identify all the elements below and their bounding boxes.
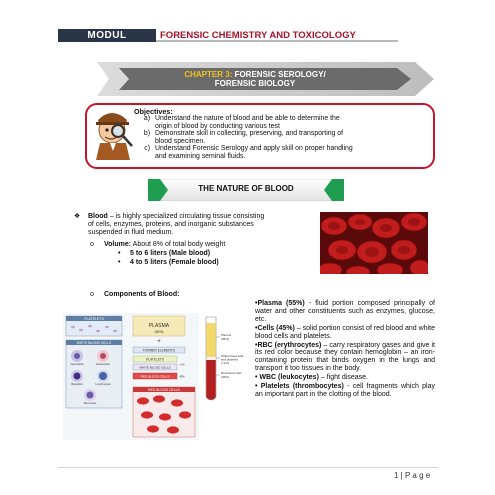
- plasma-box-label: PLASMA: [148, 323, 170, 329]
- blood-text: suspended in fluid medium.: [88, 229, 174, 236]
- neutrophils-label: Neutrophils: [70, 363, 84, 366]
- diamond-bullet-icon: ❖: [74, 213, 81, 220]
- circle-bullet-icon: o: [90, 241, 94, 248]
- red-blood-cells-photo: [320, 212, 428, 274]
- cells-item: [255, 325, 435, 341]
- chapter-title-line1: FORENSIC SEROLOGY/: [234, 70, 326, 79]
- platelets-panel-label: PLATELETS: [84, 317, 104, 322]
- tube-wbc-label-2: and platelets: [221, 357, 239, 362]
- tube-wbc-pct: (<1%): [221, 361, 230, 365]
- formed-elements-label: FORMED ELEMENTS: [143, 348, 175, 353]
- plus-sign: +: [157, 339, 161, 345]
- basophils-label: Basophils: [71, 383, 83, 386]
- cells-term: •Cells (45%): [255, 324, 295, 332]
- platelets-text: - cell fragments which play an important part in the clotting of the blood.: [255, 383, 435, 398]
- wbc-term: • WBC (leukocytes): [255, 374, 319, 382]
- rbc-row-label: RED BLOOD CELLS: [140, 374, 170, 379]
- objective-text: Understand the nature of blood and be able to determine the: [155, 115, 340, 122]
- chapter-title-line2: FORENSIC BIOLOGY: [214, 79, 296, 88]
- dot-bullet-icon: •: [118, 259, 121, 266]
- blood-text: of cells, enzymes, proteins, and inorganic substances: [88, 221, 254, 228]
- rbc-panel-label: RED BLOOD CELLS: [148, 388, 180, 393]
- tube-wbc-label: White blood cells: [221, 354, 244, 358]
- chapter-number: CHAPTER 3:: [184, 70, 233, 79]
- eosinophils-label: Eosinophils: [96, 363, 110, 366]
- objectives-heading: Objectives:: [134, 107, 173, 116]
- platelets-row-label: PLATELETS: [146, 357, 164, 362]
- plasma-text: - fluid portion composed principally of water and other constituents such as enzymes, glucose, etc.: [255, 300, 435, 323]
- plasma-term: •Plasma (55%): [255, 300, 305, 307]
- tube-plasma-label: Plasma: [221, 333, 232, 337]
- plasma-item: [255, 300, 435, 324]
- page-number-value: 1: [394, 471, 399, 480]
- plasma-box-pct: (55%): [154, 330, 164, 334]
- components-description: [255, 300, 435, 400]
- female-volume: [118, 259, 219, 266]
- blood-definition: [74, 213, 314, 237]
- page-label: | P a g e: [398, 471, 431, 480]
- chapter-title: [130, 70, 380, 88]
- objective-text: Demonstrate skill in collecting, preserving, and transporting of: [155, 130, 344, 138]
- blood-text: – is highly specialized circulating tissue consisting: [107, 213, 265, 220]
- objective-letter: a): [143, 115, 150, 122]
- objective-item: [134, 130, 424, 145]
- dot-bullet-icon: •: [118, 250, 121, 257]
- small-pct-label: <1%: [179, 363, 185, 367]
- objectives-list: [134, 115, 424, 161]
- components-heading: [90, 291, 180, 298]
- platelets-term: • Platelets (thrombocytes): [255, 383, 344, 391]
- objective-text: Understand Forensic Serology and apply skill on proper handling: [155, 145, 353, 153]
- wbc-row-label: WHITE BLOOD CELLS: [139, 365, 171, 370]
- page-number: [394, 471, 430, 480]
- test-tube-diagram: [204, 313, 250, 405]
- rbc-term: •RBC (erythrocytes): [255, 341, 322, 349]
- objective-item: [134, 145, 424, 160]
- tube-plasma-pct: (55%): [221, 337, 230, 341]
- tube-rbc-label: Red blood cells: [221, 371, 242, 375]
- objective-text: and examining seminal fluids.: [155, 152, 246, 160]
- blood-components-diagram: [63, 313, 199, 440]
- volume-label: Volume:: [104, 241, 132, 248]
- rbc-text: – carry respiratory gases and give it its red color because they contain hemoglobin – an iron-containing protein that binds oxygen in the lungs and transport it too tissues in the body.: [255, 341, 435, 373]
- wbc-panel-label: WHITE BLOOD CELLS: [76, 341, 112, 346]
- module-title: FORENSIC CHEMISTRY AND TOXICOLOGY: [160, 30, 356, 41]
- rbc-item: [255, 342, 435, 374]
- male-volume-text: 5 to 6 liters (Male blood): [130, 250, 211, 257]
- blood-term: Blood: [88, 213, 108, 220]
- section-title: THE NATURE OF BLOOD: [198, 184, 294, 193]
- lymphocytes-label: Lymphocytes: [95, 383, 111, 386]
- monocytes-label: Monocytes: [83, 402, 97, 405]
- module-label: MODUL: [58, 29, 156, 42]
- wbc-text: – fight disease.: [318, 374, 368, 382]
- female-volume-text: 4 to 5 liters (Female blood): [130, 259, 219, 266]
- male-volume: [118, 250, 211, 257]
- objective-text: blood specimen.: [155, 137, 206, 145]
- detective-mascot-icon: [90, 104, 136, 162]
- cells-text: – solid portion consist of red blood and white blood cells and platelets.: [255, 324, 435, 340]
- objective-letter: b): [143, 130, 150, 138]
- components-label: Components of Blood:: [104, 291, 180, 298]
- wbc-item: [255, 374, 435, 382]
- volume-line: [90, 241, 226, 248]
- volume-text: About 8% of total body weight: [131, 241, 226, 248]
- footer-rule: [58, 467, 438, 468]
- objective-text: origin of blood by conducting various test: [155, 122, 280, 130]
- objective-item: [134, 115, 424, 130]
- platelets-item: [255, 383, 435, 399]
- tube-rbc-pct: (45%): [221, 375, 230, 379]
- objective-letter: c): [144, 145, 150, 153]
- rbc-pct-label: 45%: [179, 374, 185, 379]
- circle-bullet-icon: o: [90, 291, 94, 298]
